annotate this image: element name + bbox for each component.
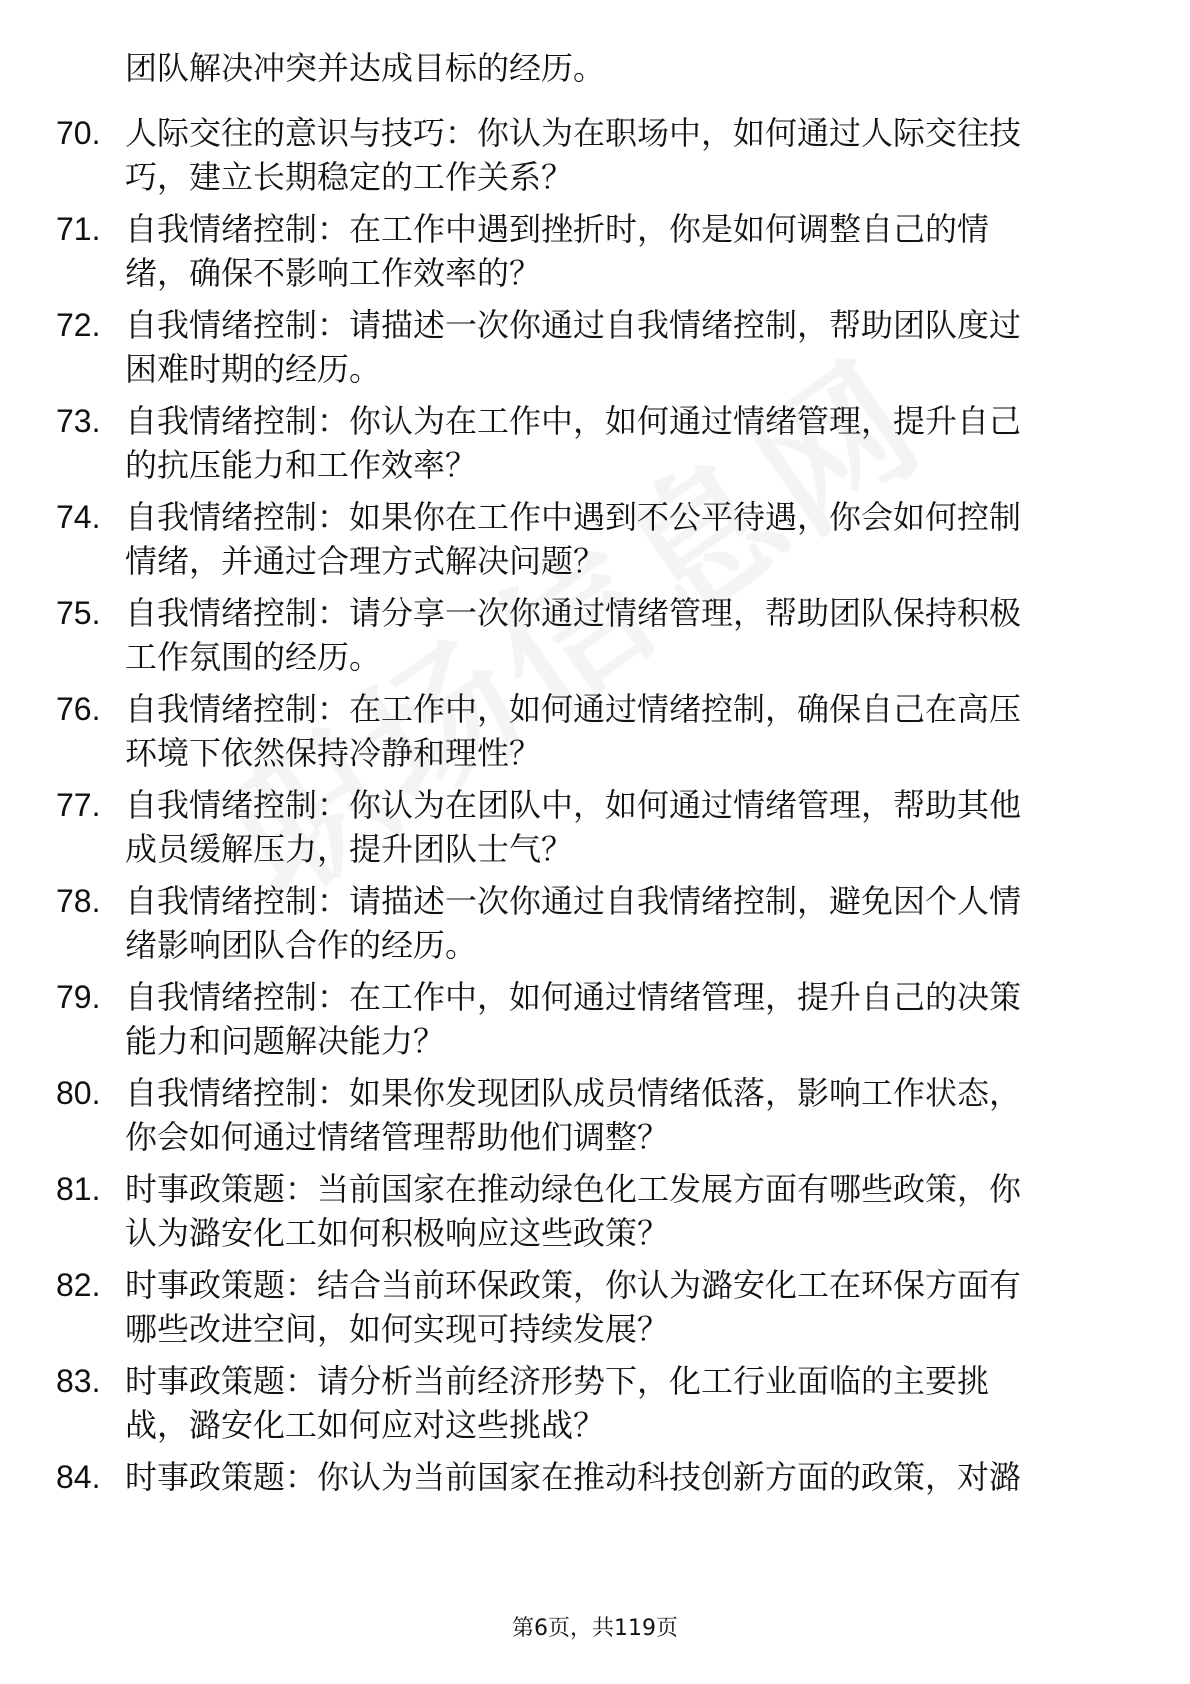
question-text — [125, 879, 1125, 967]
question-line: 自我情绪控制：请描述一次你通过自我情绪控制，避免因个人情 — [125, 882, 1022, 920]
question-line: 时事政策题：请分析当前经济形势下，化工行业面临的主要挑 — [125, 1362, 990, 1400]
question-line: 自我情绪控制：你认为在团队中，如何通过情绪管理，帮助其他 — [125, 786, 1022, 824]
question-number: 76. — [56, 691, 101, 727]
question-line: 自我情绪控制：在工作中，如何通过情绪管理，提升自己的决策 — [125, 978, 1022, 1016]
question-line: 的抗压能力和工作效率？ — [125, 446, 478, 484]
question-number: 78. — [56, 883, 101, 919]
question-line: 时事政策题：你认为当前国家在推动科技创新方面的政策，对潞 — [125, 1458, 1022, 1496]
question-line: 成员缓解压力，提升团队士气？ — [125, 830, 574, 868]
question-line: 巧，建立长期稳定的工作关系？ — [125, 158, 574, 196]
question-text — [125, 495, 1125, 583]
question-number: 71. — [56, 211, 101, 247]
question-line: 战，潞安化工如何应对这些挑战？ — [125, 1406, 606, 1444]
continuation-line: 团队解决冲突并达成目标的经历。 — [125, 49, 606, 87]
question-text — [125, 1167, 1125, 1255]
question-line: 自我情绪控制：请描述一次你通过自我情绪控制，帮助团队度过 — [125, 306, 1022, 344]
question-text — [125, 303, 1125, 391]
question-line: 自我情绪控制：请分享一次你通过情绪管理，帮助团队保持积极 — [125, 594, 1022, 632]
question-number: 72. — [56, 307, 101, 343]
question-text — [125, 1359, 1125, 1447]
question-number: 74. — [56, 499, 101, 535]
question-line: 你会如何通过情绪管理帮助他们调整？ — [125, 1118, 670, 1156]
question-line: 自我情绪控制：你认为在工作中，如何通过情绪管理，提升自己 — [125, 402, 1022, 440]
question-line: 人际交往的意识与技巧：你认为在职场中，如何通过人际交往技 — [125, 114, 1022, 152]
question-number: 82. — [56, 1267, 101, 1303]
question-number: 79. — [56, 979, 101, 1015]
question-line: 绪，确保不影响工作效率的？ — [125, 254, 542, 292]
question-line: 时事政策题：结合当前环保政策，你认为潞安化工在环保方面有 — [125, 1266, 1022, 1304]
question-text — [125, 207, 1125, 295]
question-number: 84. — [56, 1459, 101, 1495]
question-text — [125, 1263, 1125, 1351]
question-text — [125, 1455, 1125, 1499]
question-line: 情绪，并通过合理方式解决问题？ — [125, 542, 606, 580]
question-line: 自我情绪控制：在工作中遇到挫折时，你是如何调整自己的情 — [125, 210, 990, 248]
question-line: 自我情绪控制：如果你在工作中遇到不公平待遇，你会如何控制 — [125, 498, 1022, 536]
question-text — [125, 975, 1125, 1063]
question-line: 绪影响团队合作的经历。 — [125, 926, 478, 964]
question-line: 哪些改进空间，如何实现可持续发展？ — [125, 1310, 670, 1348]
question-line: 自我情绪控制：在工作中，如何通过情绪控制，确保自己在高压 — [125, 690, 1022, 728]
question-number: 77. — [56, 787, 101, 823]
question-number: 81. — [56, 1171, 101, 1207]
question-text — [125, 111, 1125, 199]
question-line: 自我情绪控制：如果你发现团队成员情绪低落，影响工作状态， — [125, 1074, 1022, 1112]
question-text — [125, 591, 1125, 679]
question-text — [125, 399, 1125, 487]
question-number: 83. — [56, 1363, 101, 1399]
question-line: 困难时期的经历。 — [125, 350, 382, 388]
question-line: 时事政策题：当前国家在推动绿色化工发展方面有哪些政策，你 — [125, 1170, 1022, 1208]
question-line: 能力和问题解决能力？ — [125, 1022, 446, 1060]
page-footer: 第6页，共119页 — [512, 1616, 678, 1641]
question-number: 75. — [56, 595, 101, 631]
question-line: 认为潞安化工如何积极响应这些政策？ — [125, 1214, 670, 1252]
question-line: 环境下依然保持冷静和理性？ — [125, 734, 542, 772]
question-number: 80. — [56, 1075, 101, 1111]
question-text — [125, 783, 1125, 871]
question-number: 73. — [56, 403, 101, 439]
question-text — [125, 1071, 1125, 1159]
question-line: 工作氛围的经历。 — [125, 638, 382, 676]
question-number: 70. — [56, 115, 101, 151]
question-text — [125, 687, 1125, 775]
